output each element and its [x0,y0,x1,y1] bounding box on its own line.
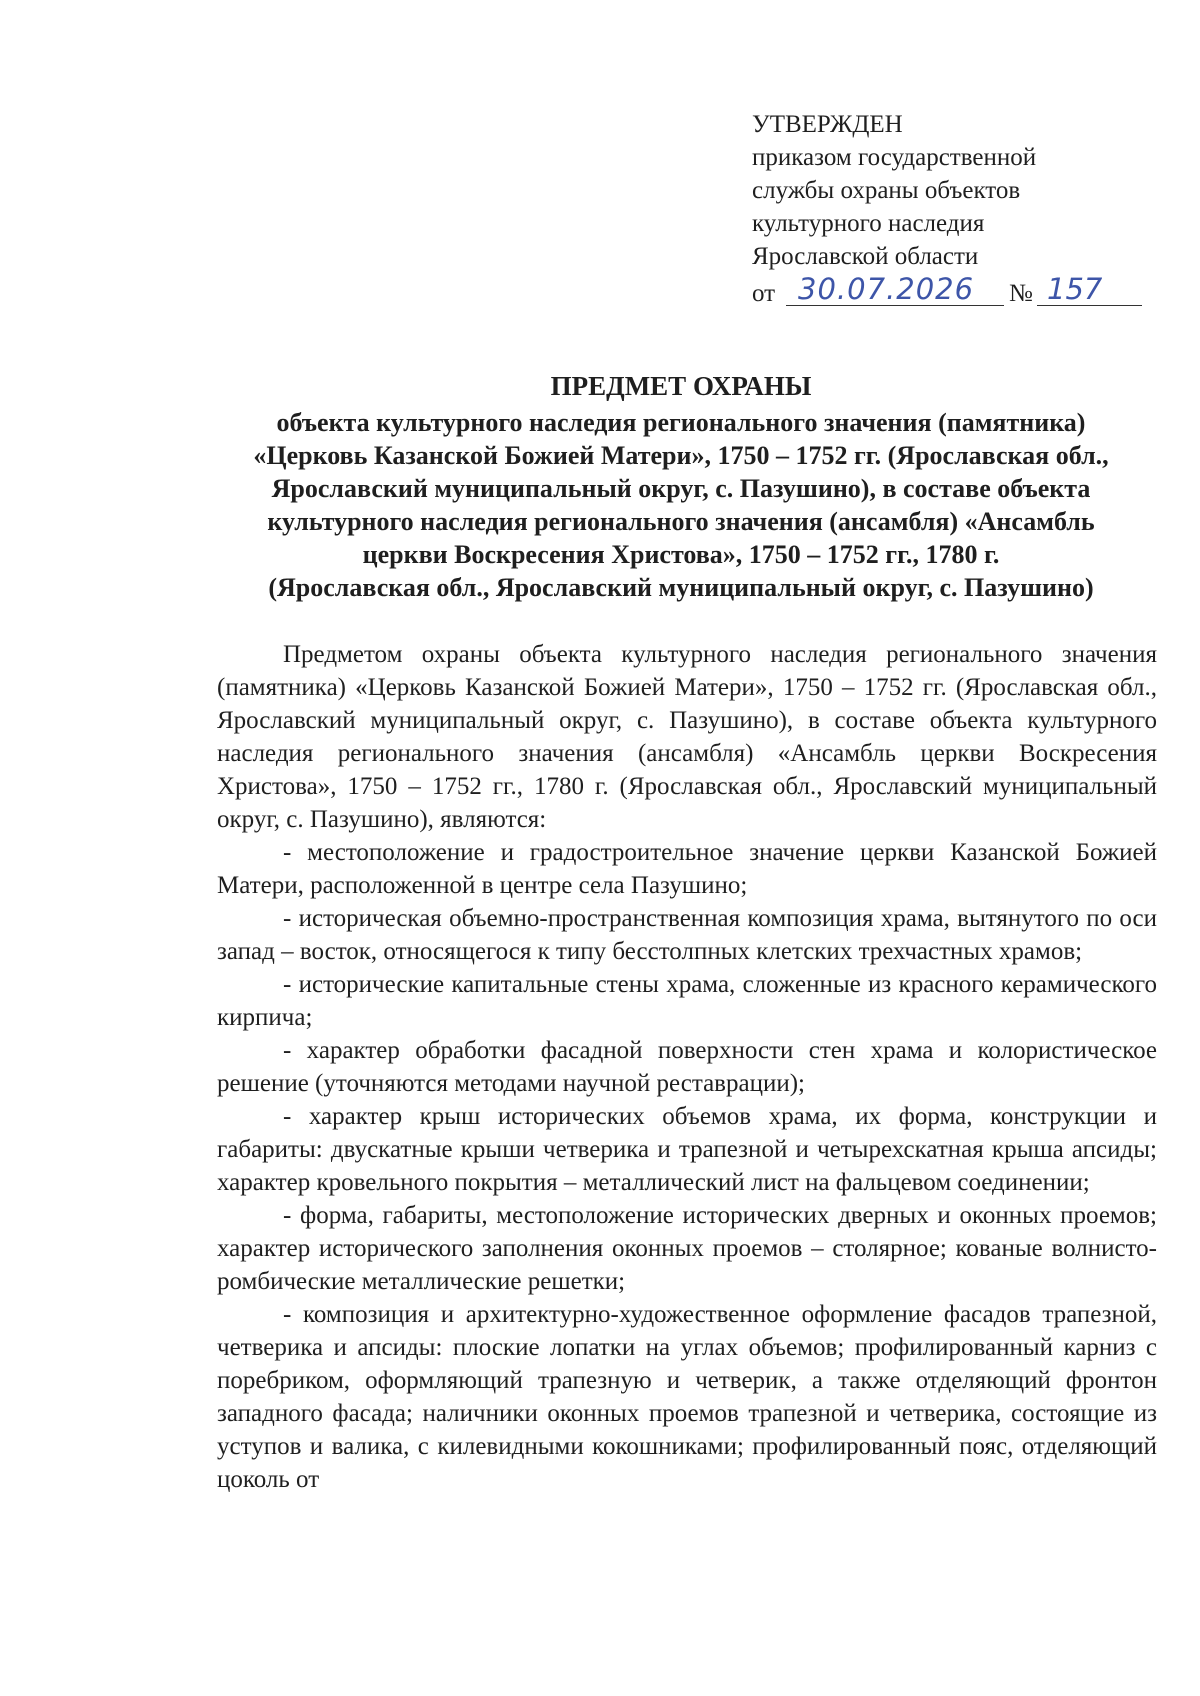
list-item: - характер крыш исторических объемов храма, их форма, конструкции и габариты: двускатные крыши четверика и трапезной и четырехскатная крыша апсиды; характер кровельного покрытия – металлический лист на фальцевом соединении; [217,1103,1157,1196]
approval-line: Ярославской области [752,243,979,270]
document-title: ПРЕДМЕТ ОХРАНЫ [550,371,812,401]
order-date-number-row [752,273,1142,313]
approval-status: УТВЕРЖДЕН [752,111,903,138]
from-label: от [752,280,776,307]
document-heading [200,370,1162,604]
number-label: № [1009,280,1033,307]
approval-block [752,108,1142,313]
approval-line: приказом государственной [752,144,1037,171]
document-body [217,638,1157,1496]
approval-line: службы охраны объектов [752,177,1021,204]
handwritten-date: 30.07.2026 [798,272,975,306]
list-item: - форма, габариты, местоположение исторических дверных и оконных проемов; характер исторического заполнения оконных проемов – столярное; кованые волнисто-ромбические металлические решетки; [217,1202,1157,1295]
list-item: - композиция и архитектурно-художественное оформление фасадов трапезной, четверика и апсиды: плоские лопатки на углах объемов; профилированный карниз с поребриком, оформляющий трапезную и четверик, а также отделяющий фронтон западного фасада; наличники оконных проемов трапезной и четверика, состоящие из уступов и валика, с килевидными кокошниками; профилированный пояс, отделяющий цоколь от [217,1301,1157,1493]
approval-line: культурного наследия [752,210,985,237]
heading-line: (Ярославская обл., Ярославский муниципальный округ, с. Пазушино) [268,573,1094,602]
handwritten-number: 157 [1047,272,1103,306]
heading-line: культурного наследия регионального значения (ансамбля) «Ансамбль [267,507,1095,536]
list-item: - характер обработки фасадной поверхности стен храма и колористическое решение (уточняются методами научной реставрации); [217,1037,1157,1097]
heading-line: церкви Воскресения Христова», 1750 – 1752 гг., 1780 г. [362,540,1000,569]
heading-line: «Церковь Казанской Божией Матери», 1750 – 1752 гг. (Ярославская обл., [253,441,1109,470]
heading-line: Ярославский муниципальный округ, с. Пазушино), в составе объекта [271,474,1091,503]
intro-paragraph: Предметом охраны объекта культурного наследия регионального значения (памятника) «Церковь Казанской Божией Матери», 1750 – 1752 гг. (Ярославская обл., Ярославский муниципальный округ, с. Пазушино), в составе объекта культурного наследия регионального значения (ансамбля) «Ансамбль церкви Воскресения Христова», 1750 – 1752 гг., 1780 г. (Ярославская обл., Ярославский муниципальный округ, с. Пазушино), являются: [217,641,1157,833]
list-item: - местоположение и градостроительное значение церкви Казанской Божией Матери, расположенной в центре села Пазушино; [217,839,1157,899]
list-item: - исторические капитальные стены храма, сложенные из красного керамического кирпича; [217,971,1157,1031]
list-item: - историческая объемно-пространственная композиция храма, вытянутого по оси запад – восток, относящегося к типу бесстолпных клетских трехчастных храмов; [217,905,1157,965]
heading-line: объекта культурного наследия регионального значения (памятника) [276,408,1086,437]
